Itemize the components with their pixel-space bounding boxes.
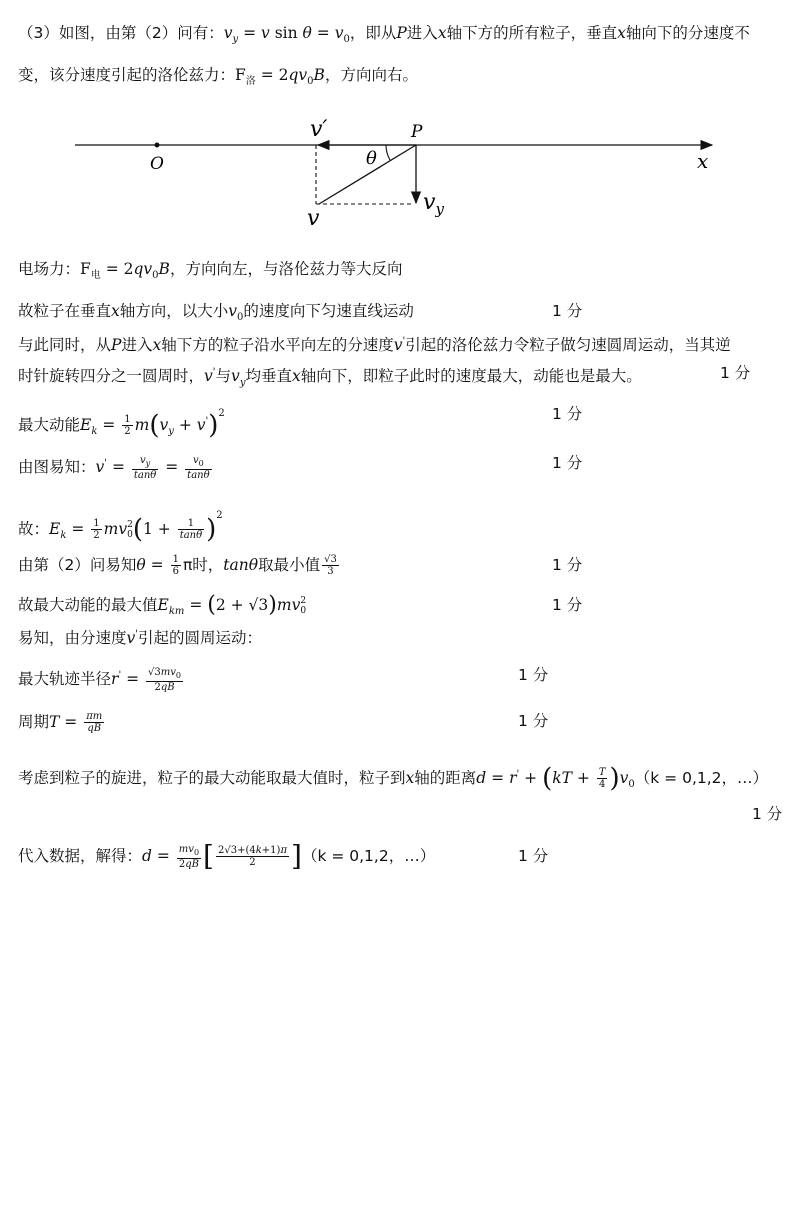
force-symbol: F (80, 260, 91, 278)
text: 变，该分速度引起的洛伦兹力： (18, 66, 236, 84)
text: = 2 (100, 260, 134, 278)
text: 引起的圆周运动： (138, 629, 263, 648)
distance-line: 考虑到粒子的旋进，粒子的最大动能取最大值时，粒子到x轴的距离d = r' + (kT + $\frac{T}{4}$ )$v_0(k = 0,1,2$，…） (18, 763, 769, 794)
label-theta: θ (366, 148, 377, 169)
period-line: 周期T = $\frac{\pi m}{qB}$ (18, 711, 103, 734)
para-1-line-2 (18, 64, 418, 93)
var-x: x (405, 769, 415, 788)
var-r: r (111, 670, 119, 689)
force-symbol: F (235, 66, 246, 84)
score-label: 1 分 (552, 596, 583, 614)
text: （k = 0,1,2，…） (634, 769, 769, 788)
theta-arc (386, 145, 390, 160)
label-v: v (307, 206, 320, 231)
var-P: P (111, 336, 122, 355)
radius-line: 最大轨迹半径r' = $\frac{√3mv_0}{2qB}$ (18, 666, 181, 693)
text: 轴下方的粒子沿水平向左的分速度 (161, 336, 394, 355)
para-1-line-1: （3）如图，由第（2）问有：$v_y = v$ $\sin \theta = v_0$，即从P进入x轴下方的所有粒子，垂直x轴向下的分速度不 (18, 24, 750, 46)
text: 考虑到粒子的旋进，粒子的最大动能取最大值时，粒子到 (18, 769, 406, 788)
text: （3）如图，由第（2）问有： (18, 24, 224, 42)
text: 引起的洛伦兹力令粒子做匀速圆周运动，当其逆 (405, 336, 731, 355)
subscript: km (168, 606, 185, 618)
tan-theta: tanθ (223, 556, 259, 574)
subscript: 0 (237, 312, 244, 324)
text: 与 (215, 367, 232, 386)
label-x: x (697, 149, 709, 173)
score-label: 1 分 (552, 556, 583, 574)
subscript: y (239, 377, 246, 389)
from-figure-line: 由图易知：v' = $\frac{v_y}{\tan\theta}$ = $\frac{v_0}{\tan\theta}$ (18, 454, 210, 481)
var-x: x (291, 367, 301, 386)
text: 进入 (121, 336, 153, 355)
var-E: E (157, 596, 169, 614)
var-v: v (126, 629, 136, 648)
subscript: k (60, 530, 67, 542)
text: = 2 (255, 66, 289, 84)
var-E: E (80, 416, 92, 434)
var-x: x (437, 24, 447, 42)
electric-force-line: 电场力：$F_电 = 2qv_0B$，方向向左，与洛伦兹力等大反向 (18, 260, 403, 282)
text: 轴向下，即粒子此时的速度最大，动能也是最大。 (300, 367, 642, 386)
score-label: 1 分 (518, 712, 549, 730)
text: π时， (182, 556, 224, 574)
var-B: B (313, 66, 325, 84)
var-v: v (95, 458, 105, 477)
var-v: v (228, 302, 238, 320)
text: 与此同时，从 (18, 336, 112, 355)
var-theta: θ (136, 556, 146, 574)
text: 最大轨迹半径 (18, 670, 112, 689)
text: 易知，由分速度 (18, 629, 127, 648)
var-P: P (396, 24, 407, 42)
text: 均垂直 (245, 367, 292, 386)
var-E: E (49, 520, 61, 538)
subscript: 0 (152, 270, 159, 282)
var: qv (133, 260, 153, 278)
text: 轴下方的所有粒子，垂直 (446, 24, 618, 42)
label-O: O (150, 154, 164, 174)
var: qv (288, 66, 308, 84)
min-tan-line: 由第（2）问易知θ = $\frac{1}{6}$ π时，tanθ取最小值 $\frac{√3}{3}$ (18, 554, 337, 577)
substitute-line: 代入数据，解得：d = $\frac{mv_0}{2qB}$ [ $\frac{2√3+(4k+1)\pi}{2}$ ]（k = 0,1,2，…） (18, 839, 436, 873)
tan-theta: tanθ (133, 469, 157, 481)
text: 最大动能 (18, 416, 81, 434)
var-B: B (158, 260, 170, 278)
text: 由第（2）问易知 (18, 556, 137, 574)
var-x: x (111, 302, 120, 320)
text: ，方向向右。 (324, 66, 418, 84)
score-label: 1 分 (518, 847, 549, 865)
text: 由图易知： (18, 458, 96, 477)
force-subscript: 洛 (245, 76, 256, 88)
text: 轴方向，以大小 (119, 302, 229, 320)
score-label: 1 分 (752, 805, 783, 823)
var-v: v (204, 367, 213, 386)
velocity-diagram (0, 100, 800, 240)
text: 故最大动能的最大值 (18, 596, 158, 614)
label-vy: $v_y$ (423, 190, 444, 218)
score-label: 1 分 (552, 405, 583, 423)
meanwhile-line-1: 与此同时，从P进入x轴下方的粒子沿水平向左的分速度v'引起的洛伦兹力令粒子做匀速圆周运动，当其逆 (18, 336, 731, 355)
meanwhile-line-2: 时针旋转四分之一圆周时，v'与$v_y$均垂直x轴向下，即粒子此时的速度最大，动能也是最大。 (18, 367, 642, 389)
text: 故： (18, 520, 50, 538)
text: （k = 0,1,2，…） (301, 847, 436, 865)
text: 取最小值 (258, 556, 321, 574)
score-label: 1 分 (518, 666, 549, 684)
text: 轴向下的分速度不 (625, 24, 750, 42)
text: 故粒子在垂直 (18, 302, 112, 320)
var-d: d (142, 847, 152, 865)
var-x: x (617, 24, 626, 42)
var-v: v (231, 367, 240, 386)
score-label: 1 分 (720, 364, 751, 382)
text: 进入 (406, 24, 438, 42)
var-d: d (476, 769, 487, 788)
label-v-prime: v′ (310, 117, 328, 142)
text: ，即从 (349, 24, 397, 42)
text: 的速度向下匀速直线运动 (243, 302, 414, 320)
force-subscript: 电 (90, 270, 101, 282)
var-x: x (152, 336, 162, 355)
easy-know-line: 易知，由分速度v'引起的圆周运动： (18, 629, 263, 648)
score-label: 1 分 (552, 302, 583, 320)
text: ，方向向左，与洛伦兹力等大反向 (169, 260, 403, 278)
text: 时针旋转四分之一圆周时， (18, 367, 205, 386)
label-P: P (411, 122, 423, 142)
so-ek-line: 故：$E_k$ = $\frac{1}{2}$ mv2 0(1 + $\frac{1}{\tan\theta}$ )$^2$ (18, 510, 223, 545)
var-v: v (393, 336, 403, 355)
var-T: T (49, 713, 60, 731)
text: 周期 (18, 713, 50, 731)
subscript: 0 (307, 76, 314, 88)
ekm-line: 故最大动能的最大值$E_{km} = (2 + √3)mv2$ 0 (18, 592, 307, 618)
max-ke-line: 最大动能$E_k$ = $\frac{1}{2}$ $m(v_y + v')^2$ (18, 408, 225, 441)
origin-dot (155, 143, 160, 148)
uniform-motion-line (18, 300, 414, 329)
subscript: k (91, 426, 98, 438)
text: 轴的距离 (414, 769, 477, 788)
text: 代入数据，解得： (18, 847, 143, 865)
score-label: 1 分 (552, 454, 583, 472)
